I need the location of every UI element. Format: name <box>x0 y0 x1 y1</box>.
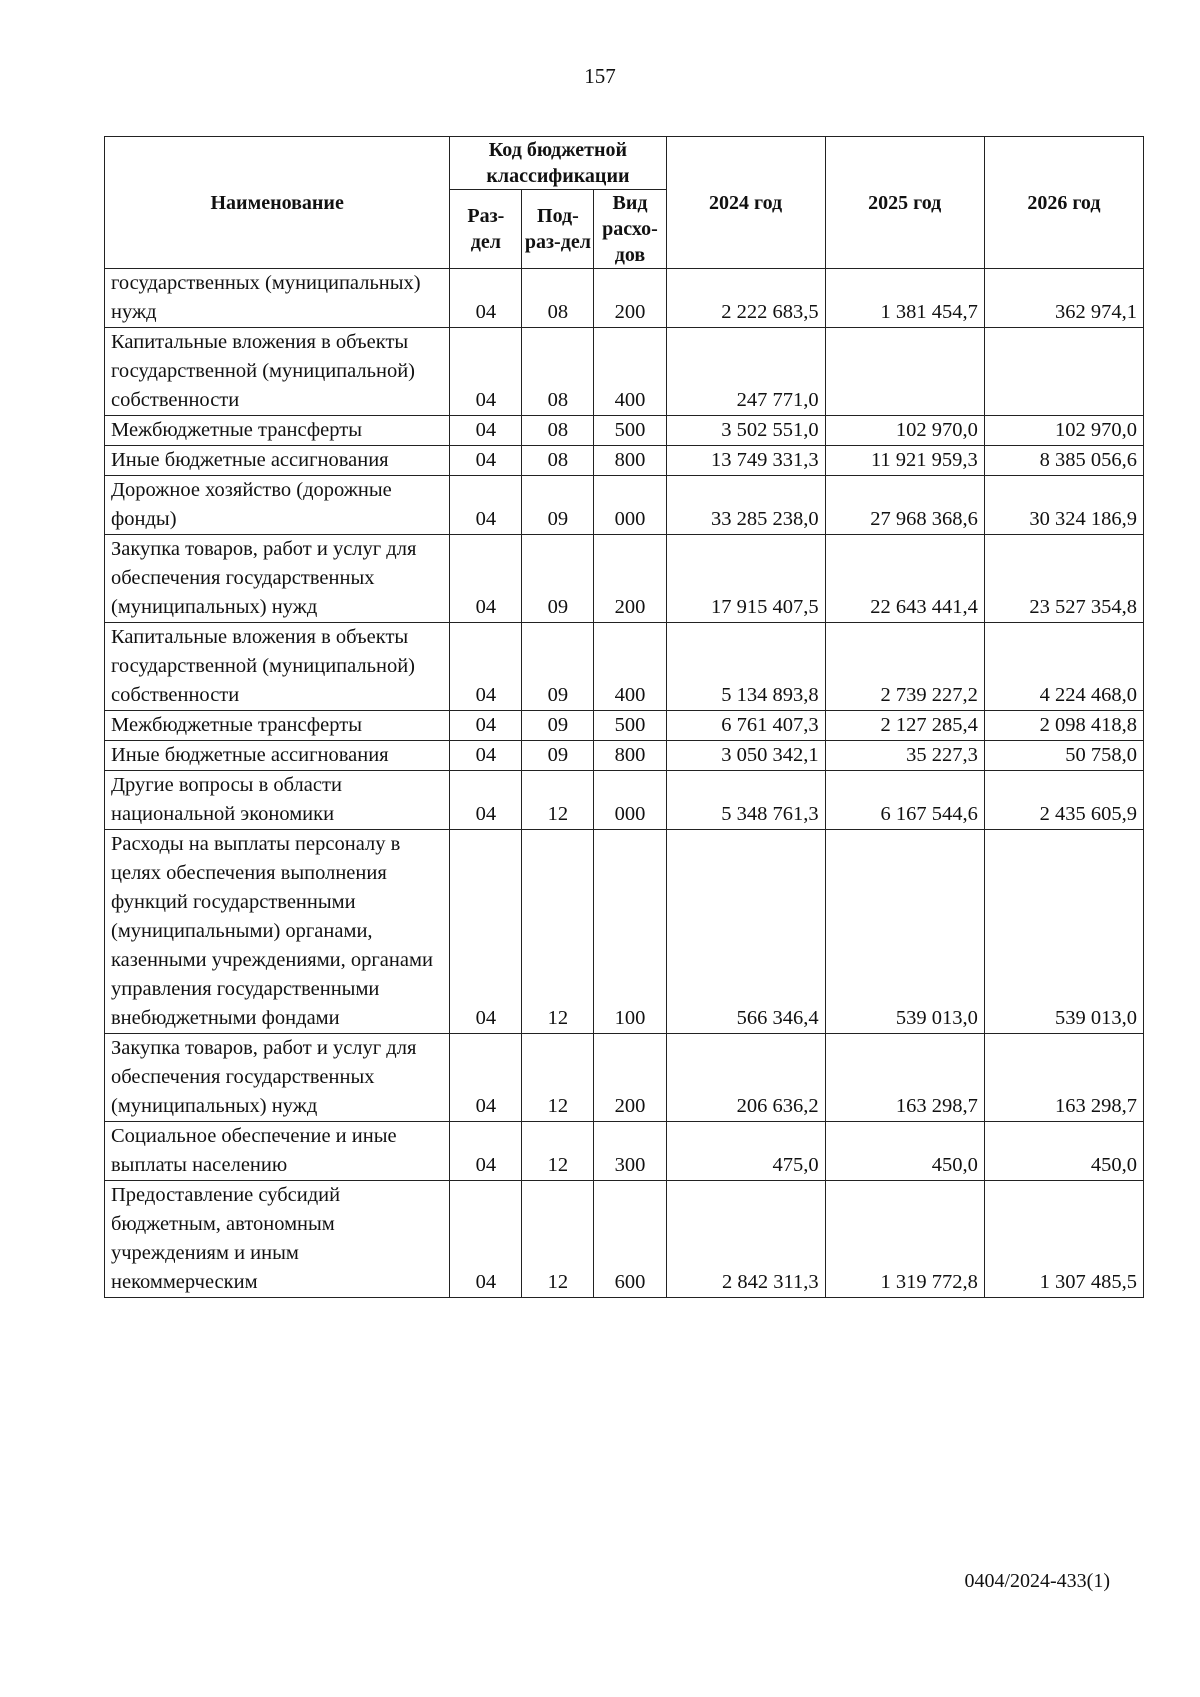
row-2026-cell: 539 013,0 <box>984 830 1143 1034</box>
row-2024-cell: 33 285 238,0 <box>666 476 825 535</box>
row-expense-type-cell: 600 <box>594 1181 666 1298</box>
budget-table <box>104 136 1144 1298</box>
row-2025-cell: 163 298,7 <box>825 1034 984 1122</box>
header-expense-type: Вид расхо-дов <box>594 190 666 269</box>
table-header <box>105 137 1144 269</box>
table-row <box>105 535 1144 623</box>
row-name-cell: Иные бюджетные ассигнования <box>105 446 450 476</box>
row-2026-cell: 23 527 354,8 <box>984 535 1143 623</box>
row-expense-type-cell: 400 <box>594 623 666 711</box>
row-2024-cell: 3 050 342,1 <box>666 741 825 771</box>
header-name: Наименование <box>105 137 450 269</box>
table-row <box>105 623 1144 711</box>
row-section-cell: 04 <box>450 269 522 328</box>
row-2026-cell: 50 758,0 <box>984 741 1143 771</box>
row-2026-cell: 2 098 418,8 <box>984 711 1143 741</box>
row-2025-cell: 102 970,0 <box>825 416 984 446</box>
row-2025-cell: 2 739 227,2 <box>825 623 984 711</box>
row-2025-cell <box>825 328 984 416</box>
header-section: Раз-дел <box>450 190 522 269</box>
table-row <box>105 711 1144 741</box>
row-2026-cell: 450,0 <box>984 1122 1143 1181</box>
row-2024-cell: 17 915 407,5 <box>666 535 825 623</box>
row-name-cell: Закупка товаров, работ и услуг для обеспечения государственных (муниципальных) нужд <box>105 535 450 623</box>
row-section-cell: 04 <box>450 771 522 830</box>
row-2024-cell: 566 346,4 <box>666 830 825 1034</box>
row-subsection-cell: 08 <box>522 328 594 416</box>
row-2025-cell: 450,0 <box>825 1122 984 1181</box>
row-2024-cell: 13 749 331,3 <box>666 446 825 476</box>
row-name-cell: Межбюджетные трансферты <box>105 416 450 446</box>
row-section-cell: 04 <box>450 1122 522 1181</box>
table-row <box>105 476 1144 535</box>
row-2024-cell: 3 502 551,0 <box>666 416 825 446</box>
row-subsection-cell: 12 <box>522 1122 594 1181</box>
row-2026-cell: 30 324 186,9 <box>984 476 1143 535</box>
row-section-cell: 04 <box>450 741 522 771</box>
table-row <box>105 269 1144 328</box>
row-expense-type-cell: 800 <box>594 446 666 476</box>
row-expense-type-cell: 500 <box>594 416 666 446</box>
table-body <box>105 269 1144 1298</box>
row-expense-type-cell: 200 <box>594 535 666 623</box>
row-section-cell: 04 <box>450 1181 522 1298</box>
table-row <box>105 446 1144 476</box>
row-2025-cell: 6 167 544,6 <box>825 771 984 830</box>
row-expense-type-cell: 000 <box>594 476 666 535</box>
table-row <box>105 741 1144 771</box>
row-2024-cell: 5 134 893,8 <box>666 623 825 711</box>
row-name-cell: Закупка товаров, работ и услуг для обеспечения государственных (муниципальных) нужд <box>105 1034 450 1122</box>
row-2024-cell: 247 771,0 <box>666 328 825 416</box>
row-2025-cell: 1 381 454,7 <box>825 269 984 328</box>
row-expense-type-cell: 100 <box>594 830 666 1034</box>
row-name-cell: Расходы на выплаты персоналу в целях обеспечения выполнения функций государственными (муниципальными) органами, казенными учреждениями, органами управления государственными внебюджетными фондами <box>105 830 450 1034</box>
table-row <box>105 1034 1144 1122</box>
row-name-cell: государственных (муниципальных) нужд <box>105 269 450 328</box>
row-2026-cell: 4 224 468,0 <box>984 623 1143 711</box>
row-expense-type-cell: 800 <box>594 741 666 771</box>
table-row <box>105 416 1144 446</box>
row-subsection-cell: 09 <box>522 741 594 771</box>
row-subsection-cell: 09 <box>522 623 594 711</box>
header-code-group: Код бюджетной классификации <box>450 137 666 190</box>
row-subsection-cell: 08 <box>522 269 594 328</box>
page-number: 157 <box>584 64 616 88</box>
row-2024-cell: 6 761 407,3 <box>666 711 825 741</box>
row-2024-cell: 206 636,2 <box>666 1034 825 1122</box>
row-expense-type-cell: 200 <box>594 269 666 328</box>
row-2026-cell: 1 307 485,5 <box>984 1181 1143 1298</box>
row-2025-cell: 1 319 772,8 <box>825 1181 984 1298</box>
row-subsection-cell: 09 <box>522 535 594 623</box>
table-row <box>105 1122 1144 1181</box>
row-name-cell: Капитальные вложения в объекты государственной (муниципальной) собственности <box>105 328 450 416</box>
table-row <box>105 1181 1144 1298</box>
row-subsection-cell: 08 <box>522 416 594 446</box>
row-subsection-cell: 12 <box>522 830 594 1034</box>
header-2024: 2024 год <box>666 137 825 269</box>
header-subsection: Под-раз-дел <box>522 190 594 269</box>
row-section-cell: 04 <box>450 830 522 1034</box>
row-section-cell: 04 <box>450 328 522 416</box>
row-name-cell: Предоставление субсидий бюджетным, автономным учреждениям и иным некоммерческим <box>105 1181 450 1298</box>
row-expense-type-cell: 400 <box>594 328 666 416</box>
row-name-cell: Капитальные вложения в объекты государственной (муниципальной) собственности <box>105 623 450 711</box>
row-2025-cell: 539 013,0 <box>825 830 984 1034</box>
row-name-cell: Социальное обеспечение и иные выплаты населению <box>105 1122 450 1181</box>
row-expense-type-cell: 300 <box>594 1122 666 1181</box>
row-subsection-cell: 09 <box>522 476 594 535</box>
document-code: 0404/2024-433(1) <box>964 1570 1110 1592</box>
row-2026-cell: 102 970,0 <box>984 416 1143 446</box>
row-section-cell: 04 <box>450 476 522 535</box>
row-subsection-cell: 12 <box>522 771 594 830</box>
row-2026-cell: 362 974,1 <box>984 269 1143 328</box>
table-row <box>105 830 1144 1034</box>
row-2026-cell: 163 298,7 <box>984 1034 1143 1122</box>
table-row <box>105 771 1144 830</box>
row-2025-cell: 27 968 368,6 <box>825 476 984 535</box>
row-name-cell: Другие вопросы в области национальной экономики <box>105 771 450 830</box>
row-expense-type-cell: 500 <box>594 711 666 741</box>
row-expense-type-cell: 200 <box>594 1034 666 1122</box>
header-2025: 2025 год <box>825 137 984 269</box>
row-2024-cell: 475,0 <box>666 1122 825 1181</box>
row-2025-cell: 35 227,3 <box>825 741 984 771</box>
row-2024-cell: 2 222 683,5 <box>666 269 825 328</box>
row-subsection-cell: 12 <box>522 1181 594 1298</box>
row-2026-cell: 8 385 056,6 <box>984 446 1143 476</box>
row-section-cell: 04 <box>450 416 522 446</box>
row-section-cell: 04 <box>450 623 522 711</box>
row-name-cell: Межбюджетные трансферты <box>105 711 450 741</box>
row-2025-cell: 11 921 959,3 <box>825 446 984 476</box>
row-2025-cell: 22 643 441,4 <box>825 535 984 623</box>
row-2026-cell: 2 435 605,9 <box>984 771 1143 830</box>
row-subsection-cell: 09 <box>522 711 594 741</box>
row-section-cell: 04 <box>450 711 522 741</box>
row-2026-cell <box>984 328 1143 416</box>
row-section-cell: 04 <box>450 1034 522 1122</box>
row-2024-cell: 2 842 311,3 <box>666 1181 825 1298</box>
row-2024-cell: 5 348 761,3 <box>666 771 825 830</box>
row-subsection-cell: 08 <box>522 446 594 476</box>
row-section-cell: 04 <box>450 535 522 623</box>
row-name-cell: Иные бюджетные ассигнования <box>105 741 450 771</box>
row-subsection-cell: 12 <box>522 1034 594 1122</box>
row-name-cell: Дорожное хозяйство (дорожные фонды) <box>105 476 450 535</box>
row-2025-cell: 2 127 285,4 <box>825 711 984 741</box>
header-2026: 2026 год <box>984 137 1143 269</box>
table-row <box>105 328 1144 416</box>
row-section-cell: 04 <box>450 446 522 476</box>
row-expense-type-cell: 000 <box>594 771 666 830</box>
